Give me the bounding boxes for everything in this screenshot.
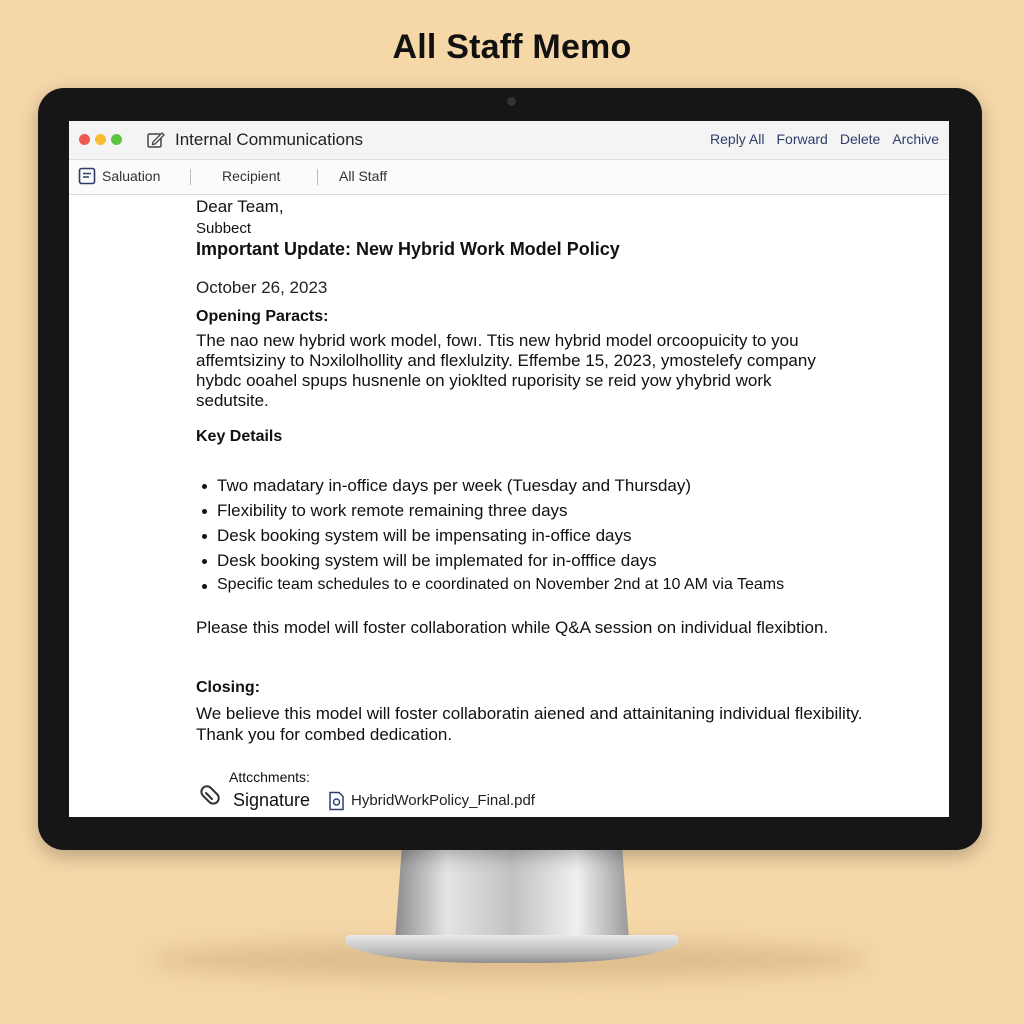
list-item: Specific team schedules to e coordinated on November 2nd at 10 AM via Teams <box>196 576 784 601</box>
webcam-dot <box>507 97 516 106</box>
header-fields-bar <box>69 160 949 195</box>
list-item: Desk booking system will be implemated for in-offfice days <box>196 551 784 576</box>
key-details-list <box>196 476 784 601</box>
key-details-heading: Key Details <box>196 428 283 445</box>
maximize-window-button[interactable] <box>111 134 122 145</box>
salutation-field[interactable]: Saluation <box>102 168 161 184</box>
compose-icon <box>146 130 166 150</box>
monitor-stand <box>395 845 629 940</box>
email-window <box>69 121 949 817</box>
minimize-window-button[interactable] <box>95 134 106 145</box>
archive-button[interactable]: Archive <box>892 131 939 147</box>
list-item: Desk booking system will be impensating in-office days <box>196 526 784 551</box>
divider <box>317 169 318 185</box>
closing-paragraph <box>196 703 863 745</box>
page-heading: All Staff Memo <box>392 28 632 66</box>
paragraph-line: affemtsiziny to Nɔxilolhollity and flexlulzity. Effembe 15, 2023, ymostelefy company <box>196 351 816 370</box>
document-icon <box>78 167 96 185</box>
summary-line: Please this model will foster collaboration while Q&A session on individual flexibtion. <box>196 618 829 637</box>
signature-label: Signature <box>233 790 311 810</box>
paragraph-line: Thank you for combed dedication. <box>196 725 453 744</box>
window-title: Internal Communications <box>175 130 364 149</box>
greeting: Dear Team, <box>196 197 284 216</box>
opening-paragraph <box>196 331 816 411</box>
subject-line: Important Update: New Hybrid Work Model Policy <box>196 239 620 259</box>
list-item: Flexibility to work remote remaining three days <box>196 501 784 526</box>
forward-button[interactable]: Forward <box>776 131 828 147</box>
recipient-value[interactable]: All Staff <box>339 168 387 184</box>
attachment-file-link[interactable]: HybridWorkPolicy_Final.pdf <box>351 792 535 809</box>
paragraph-line: We believe this model will foster collaboratin aiened and attainitaning individual flexibility. <box>196 704 863 723</box>
paragraph-line: The nao new hybrid work model, fowı. Ttis new hybrid model orcoopuicity to you <box>196 331 799 350</box>
message-actions <box>704 131 945 147</box>
paragraph-line: sedutsite. <box>196 391 269 410</box>
paperclip-icon <box>194 781 224 811</box>
attachments-label: Attcchments: <box>229 769 310 785</box>
reply-all-button[interactable]: Reply All <box>710 131 765 147</box>
paragraph-line: hybdc ooahel spups husnenle on yioklted ruporisity se reid yow yhybrid work <box>196 371 772 390</box>
closing-heading: Closing: <box>196 679 260 696</box>
divider <box>190 169 191 185</box>
delete-button[interactable]: Delete <box>839 131 881 147</box>
recipient-label: Recipient <box>222 168 281 184</box>
subject-label: Subbect <box>196 220 252 237</box>
document-icon <box>328 791 345 811</box>
memo-date: October 26, 2023 <box>196 278 328 297</box>
opening-heading: Opening Paracts: <box>196 308 329 325</box>
window-titlebar <box>69 121 949 160</box>
list-item: Two madatary in-office days per week (Tuesday and Thursday) <box>196 476 784 501</box>
close-window-button[interactable] <box>79 134 90 145</box>
